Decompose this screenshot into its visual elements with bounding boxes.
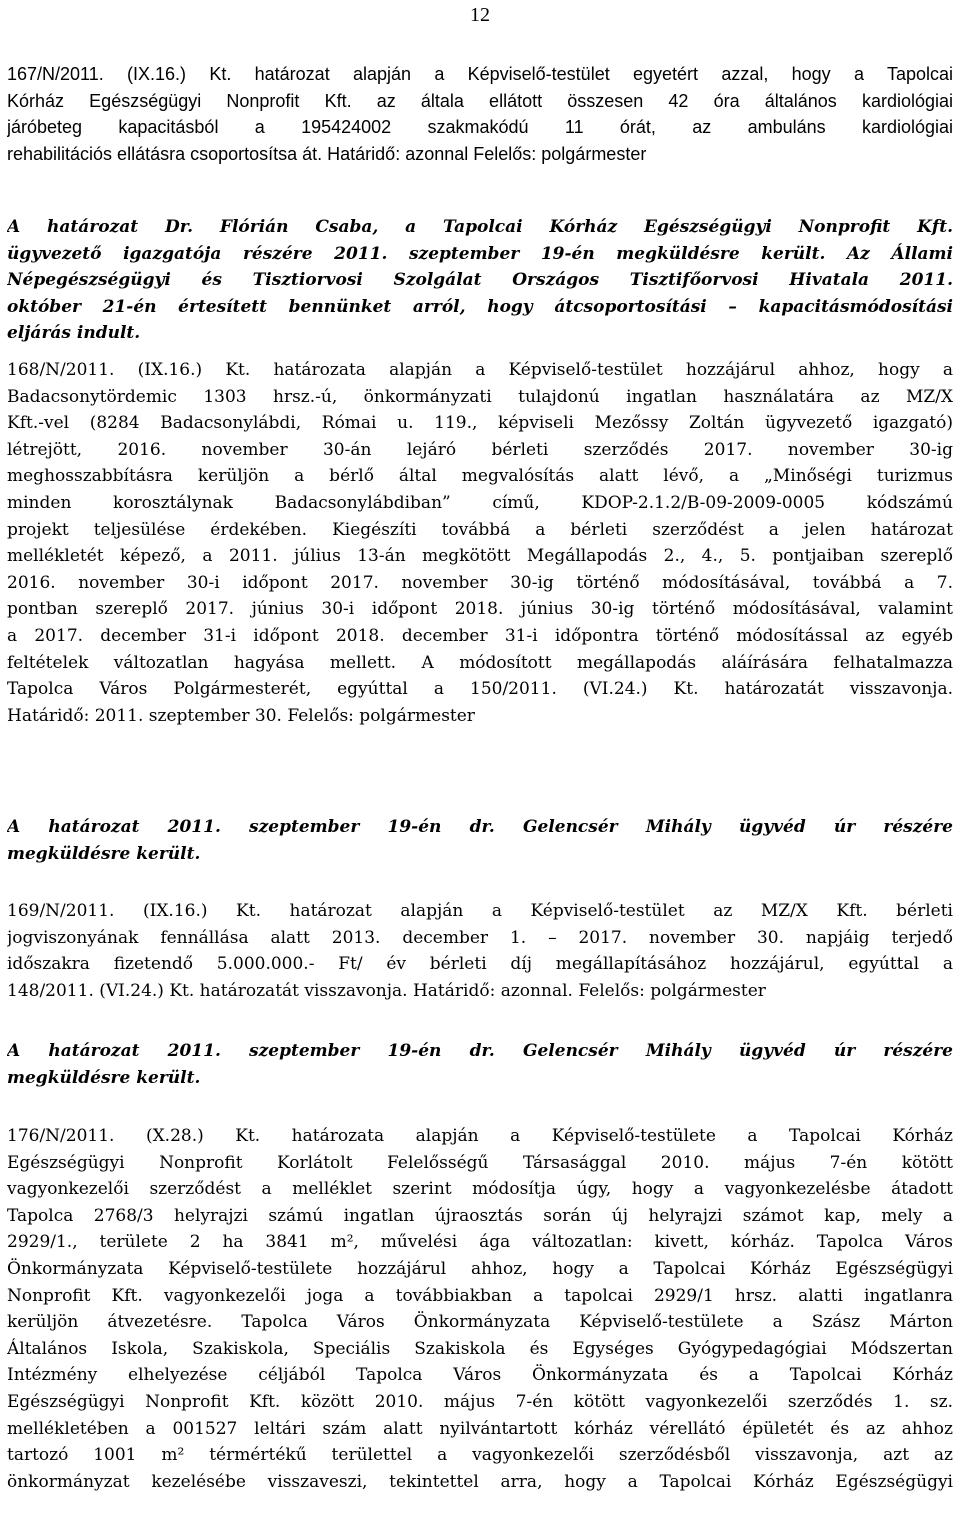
text-line: kerüljön átvezetésre. Tapolca Város Önkormányzata Képviselő-testülete a Szász Márton: [7, 1312, 953, 1333]
resolution-169: [7, 898, 953, 1004]
text-line: megküldésre került.: [7, 843, 201, 864]
text-line: minden korosztálynak Badacsonylábdiban” című, KDOP-2.1.2/B-09-2009-0005 kódszámú: [7, 492, 953, 513]
text-line: projekt teljesülése érdekében. Kiegészíti továbbá a bérleti szerződést a jelen határozat: [7, 519, 953, 540]
text-line: Tapolca Város Polgármesterét, egyúttal a 150/2011. (VI.24.) Kt. határozatát visszavonja.: [7, 679, 953, 700]
text-line: 169/N/2011. (IX.16.) Kt. határozat alapján a Képviselő-testület az MZ/X Kft. bérleti: [7, 901, 953, 921]
text-line: megküldésre került.: [7, 1067, 201, 1088]
text-line: eljárás indult.: [7, 323, 141, 344]
notice-167: [7, 214, 953, 347]
text-line: rehabilitációs ellátásra csoportosítsa át. Határidő: azonnal Felelős: polgármester: [7, 143, 647, 164]
text-line: önkormányzat kezelésébe visszaveszi, tekintettel arra, hogy a Tapolcai Kórház Egészségügyi: [7, 1471, 953, 1492]
page-number: 12: [470, 4, 490, 26]
text-line: tartozó 1001 m² térmértékű területtel a vagyonkezelői szerződésből visszavonja, azt az: [7, 1445, 953, 1466]
text-line: október 21-én értesített bennünket arról, hogy átcsoportosítási – kapacitásmódosítási: [7, 296, 953, 317]
text-line: ügyvezető igazgatója részére 2011. szeptember 19-én megküldésre került. Az Állami: [7, 243, 953, 264]
text-line: Kft.-vel (8284 Badacsonylábdi, Római u. 119., képviseli Mezőssy Zoltán ügyvezető igazgató): [7, 413, 953, 434]
text-line: Egészségügyi Nonprofit Kft. között 2010. május 7-én kötött vagyonkezelői szerződés 1. sz.: [7, 1391, 953, 1412]
resolution-167: [7, 61, 953, 167]
text-line: Egészségügyi Nonprofit Korlátolt Felelősségű Társasággal 2010. május 7-én kötött: [7, 1152, 953, 1173]
text-line: 148/2011. (VI.24.) Kt. határozatát visszavonja. Határidő: azonnal. Felelős: polgármester: [7, 980, 766, 1001]
notice-169: [7, 1038, 953, 1091]
text-line: mellékletét képező, a 2011. július 13-án megkötött Megállapodás 2., 4., 5. pontjaiban szereplő: [7, 546, 953, 567]
notice-168: [7, 814, 953, 867]
text-line: 168/N/2011. (IX.16.) Kt. határozata alapján a Képviselő-testület hozzájárul ahhoz, hogy a: [7, 360, 953, 380]
text-line: Önkormányzata Képviselő-testülete hozzájárul ahhoz, hogy a Tapolcai Kórház Egészségügyi: [7, 1258, 953, 1279]
text-line: jogviszonyának fennállása alatt 2013. december 1. – 2017. november 30. napjáig terjedő: [7, 927, 953, 948]
text-line: időszakra fizetendő 5.000.000.- Ft/ év bérleti díj megállapításához hozzájárul, egyúttal a: [7, 954, 953, 975]
text-line: 176/N/2011. (X.28.) Kt. határozata alapján a Képviselő-testülete a Tapolcai Kórház: [7, 1126, 953, 1146]
text-line: mellékletében a 001527 leltári szám alatt nyilvántartott kórház vérellátó épületét és az ahhoz: [7, 1418, 953, 1439]
text-line: meghosszabbításra kerüljön a bérlő által megvalósítás alatt lévő, a „Minőségi turizmus: [7, 466, 953, 487]
text-line: Népegészségügyi és Tisztiorvosi Szolgálat Országos Tisztifőorvosi Hivatala 2011.: [7, 270, 953, 291]
text-line: A határozat 2011. szeptember 19-én dr. Gelencsér Mihály ügyvéd úr részére: [7, 817, 953, 837]
text-line: Általános Iskola, Szakiskola, Speciális Szakiskola és Egységes Gyógypedagógiai Módszertan: [7, 1338, 953, 1359]
text-line: feltételek változatlan hagyása mellett. A módosított megállapodás aláírására felhatalmazza: [7, 652, 953, 673]
text-line: A határozat Dr. Flórián Csaba, a Tapolcai Kórház Egészségügyi Nonprofit Kft.: [7, 217, 953, 237]
text-line: Nonprofit Kft. vagyonkezelői joga a továbbiakban a tapolcai 2929/1 hrsz. alatti ingatlanra: [7, 1285, 953, 1306]
text-line: 2016. november 30-i időpont 2017. november 30-ig történő módosításával, továbbá a 7.: [7, 572, 953, 593]
text-line: Badacsonytördemic 1303 hrsz.-ú, önkormányzati tulajdonú ingatlan használatára az MZ/X: [7, 386, 953, 407]
text-line: vagyonkezelői szerződést a melléklet szerint módosítja úgy, hogy a vagyonkezelésbe átadott: [7, 1179, 953, 1200]
text-line: Tapolca 2768/3 helyrajzi számú ingatlan újraosztás során új helyrajzi számot kap, mely a: [7, 1205, 953, 1226]
text-line: a 2017. december 31-i időpont 2018. december 31-i időpontra történő módosítással az egyéb: [7, 625, 953, 646]
resolution-168: [7, 357, 953, 729]
text-line: Intézmény elhelyezése céljából Tapolca Város Önkormányzata és a Tapolcai Kórház: [7, 1365, 953, 1386]
text-line: létrejött, 2016. november 30-án lejáró bérleti szerződés 2017. november 30-ig: [7, 439, 953, 460]
text-line: járóbeteg kapacitásból a 195424002 szakmakódú 11 órát, az ambuláns kardiológiai: [7, 117, 953, 138]
text-line: A határozat 2011. szeptember 19-én dr. Gelencsér Mihály ügyvéd úr részére: [7, 1041, 953, 1061]
text-line: 167/N/2011. (IX.16.) Kt. határozat alapján a Képviselő-testület egyetért azzal, hogy a Tapolcai: [7, 64, 953, 84]
resolution-176: [7, 1123, 953, 1495]
text-line: 2929/1., területe 2 ha 3841 m², művelési ága változatlan: kivett, kórház. Tapolca Város: [7, 1232, 953, 1253]
text-line: Kórház Egészségügyi Nonprofit Kft. az általa ellátott összesen 42 óra általános kardiológiai: [7, 90, 953, 111]
text-line: pontban szereplő 2017. június 30-i időpont 2018. június 30-ig történő módosításával, valamint: [7, 599, 953, 620]
text-line: Határidő: 2011. szeptember 30. Felelős: polgármester: [7, 705, 475, 726]
